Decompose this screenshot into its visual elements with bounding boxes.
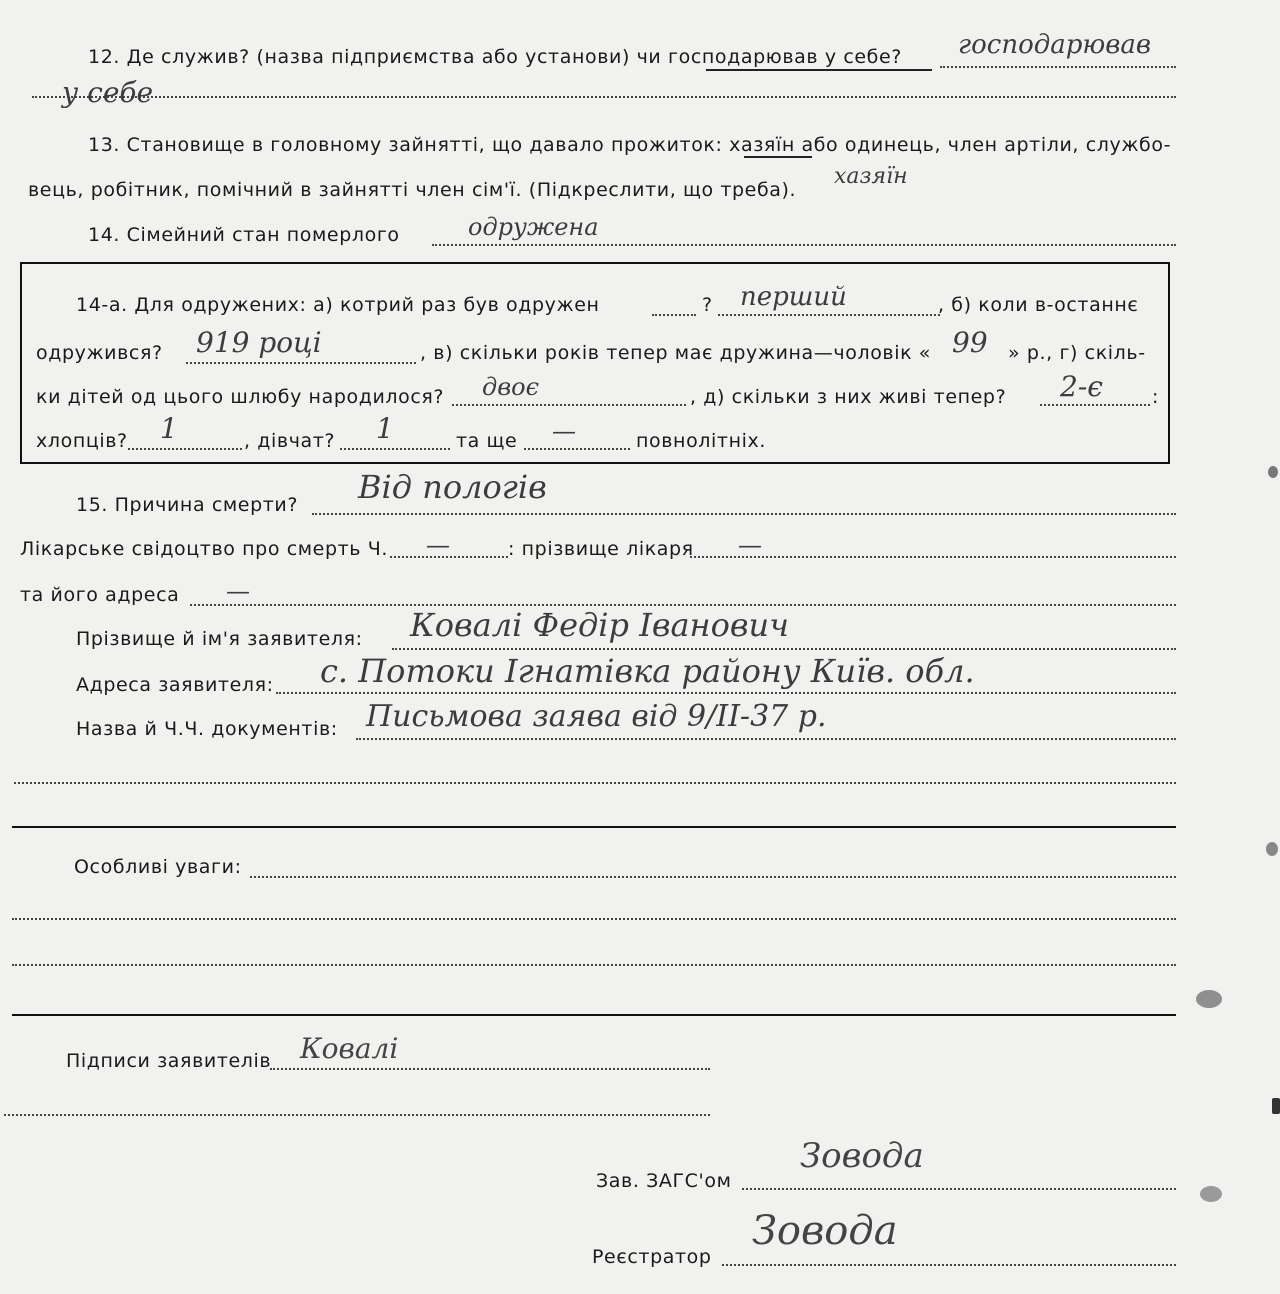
q14-answer-handwritten: одружена [468,213,599,241]
q14a-label-3b: , д) скільки з них живі тепер? [690,386,1007,408]
cert-label-a: Лікарське свідоцтво про смерть Ч. [20,538,388,560]
q14a-label-3a: ки дітей од цього шлюбу народилося? [36,386,445,408]
q14a-answer-adult: — [552,417,576,445]
zags-head-label: Зав. ЗАГС'ом [596,1170,732,1192]
registrar-signature: Зовода [752,1208,898,1254]
q14a-dotted-4c [524,448,630,450]
applicant-signature: Ковалі [300,1032,399,1065]
applicant-name-label: Прізвище й ім'я заявителя: [76,628,363,650]
applicant-signatures-label: Підписи заявителів [66,1050,272,1072]
applicant-signatures-dotted [270,1068,710,1070]
q14a-answer-boys: 1 [160,412,178,445]
paper-speck [1266,842,1278,856]
q13-label-line1: 13. Становище в головному зайнятті, що давало прожиток: хазяїн або одинець, член артіли, службо- [88,134,1172,156]
q14a-answer-age: 99 [952,326,988,359]
q14a-label-2a: одружився? [36,342,163,364]
remarks-dotted-3 [12,964,1176,966]
q14a-colon: : [1152,386,1160,408]
q14a-label-4b: , дівчат? [244,430,336,452]
q14a-answer-alive: 2-є [1060,370,1103,403]
doctor-address-label: та його адреса [20,584,180,606]
applicant-address-dotted [276,692,1176,694]
q14a-dotted-2a [186,362,416,364]
q14a-dotted-4a [128,448,242,450]
applicant-name-dotted [392,648,1176,650]
q14a-label-1b: , б) коли в-останнє [938,294,1139,316]
q15-answer-handwritten: Від пологів [358,468,547,506]
q13-label-line2: вець, робітник, помічний в зайнятті член сім'ї. (Підкреслити, що треба). [28,179,797,201]
q14-label: 14. Сімейний стан померлого [88,224,400,246]
q14a-label-4d: повнолітніх. [636,430,766,452]
q14a-dotted-4b [340,448,450,450]
cert-dotted-b [690,556,1176,558]
q14a-dotted-3a [452,404,686,406]
q15-dotted-line [312,513,1176,515]
doctor-name-handwritten: — [738,531,762,559]
q14a-label-4a: хлопців? [36,430,128,452]
q13-underline [744,156,812,158]
q12-dotted-line [940,66,1176,68]
q14a-label-2c: » р., г) скіль- [1008,342,1146,364]
paper-speck [1200,1186,1222,1202]
paper-speck [1272,1098,1280,1114]
zags-head-signature: Зовода [800,1136,924,1176]
blank-dotted-line-1 [14,782,1176,784]
q14a-answer-times: перший [740,282,847,312]
q14a-dotted-3b [1040,404,1150,406]
paper-speck [1268,466,1278,478]
documents-dotted [356,738,1176,740]
cert-label-b: : прізвище лікаря [508,538,694,560]
q14a-dotted-1b [718,314,940,316]
q14a-answer-year: 919 році [196,326,322,359]
q14a-answer-girls: 1 [376,412,394,445]
documents-handwritten: Письмова заява від 9/II-37 р. [366,699,827,734]
remarks-label: Особливі уваги: [74,856,242,878]
section-rule-2 [12,1014,1176,1016]
doctor-address-handwritten: — [226,577,250,605]
q14a-qmark-1: ? [702,294,713,316]
remarks-dotted-1 [250,876,1176,878]
section-rule-1 [12,826,1176,828]
applicant-address-label: Адреса заявителя: [76,674,274,696]
q12-answer-handwritten: господарював [958,30,1152,60]
q12-answer-handwritten-2: у себе [62,76,154,109]
q14a-answer-born: двоє [482,373,540,401]
q14a-label-2b: , в) скільки років тепер має дружина—чоловік « [420,342,932,364]
remarks-dotted-2 [12,918,1176,920]
q12-label: 12. Де служив? (назва підприємства або установи) чи господарював у себе? [88,46,902,68]
applicant-address-handwritten: с. Потоки Ігнатівка району Київ. обл. [320,652,975,690]
registrar-dotted [722,1264,1176,1266]
cert-number-handwritten: — [426,531,450,559]
q12-dotted-line-2 [32,96,1176,98]
q13-answer-handwritten: хазяїн [834,164,908,189]
q12-underline [706,69,932,71]
paper-speck [1196,990,1222,1008]
q14-dotted-line [432,244,1176,246]
applicant-name-handwritten: Ковалі Федір Іванович [410,606,790,644]
q14a-dotted-1a [652,314,696,316]
zags-head-dotted [742,1188,1176,1190]
q14a-label-4c: та ще [456,430,518,452]
q15-label: 15. Причина смерти? [76,494,299,516]
documents-label: Назва й Ч.Ч. документів: [76,718,338,740]
registrar-label: Реєстратор [592,1246,712,1268]
applicant-signatures-dotted-2 [4,1114,710,1116]
q14a-label-1a: 14-а. Для одружених: а) котрий раз був одружен [76,294,600,316]
